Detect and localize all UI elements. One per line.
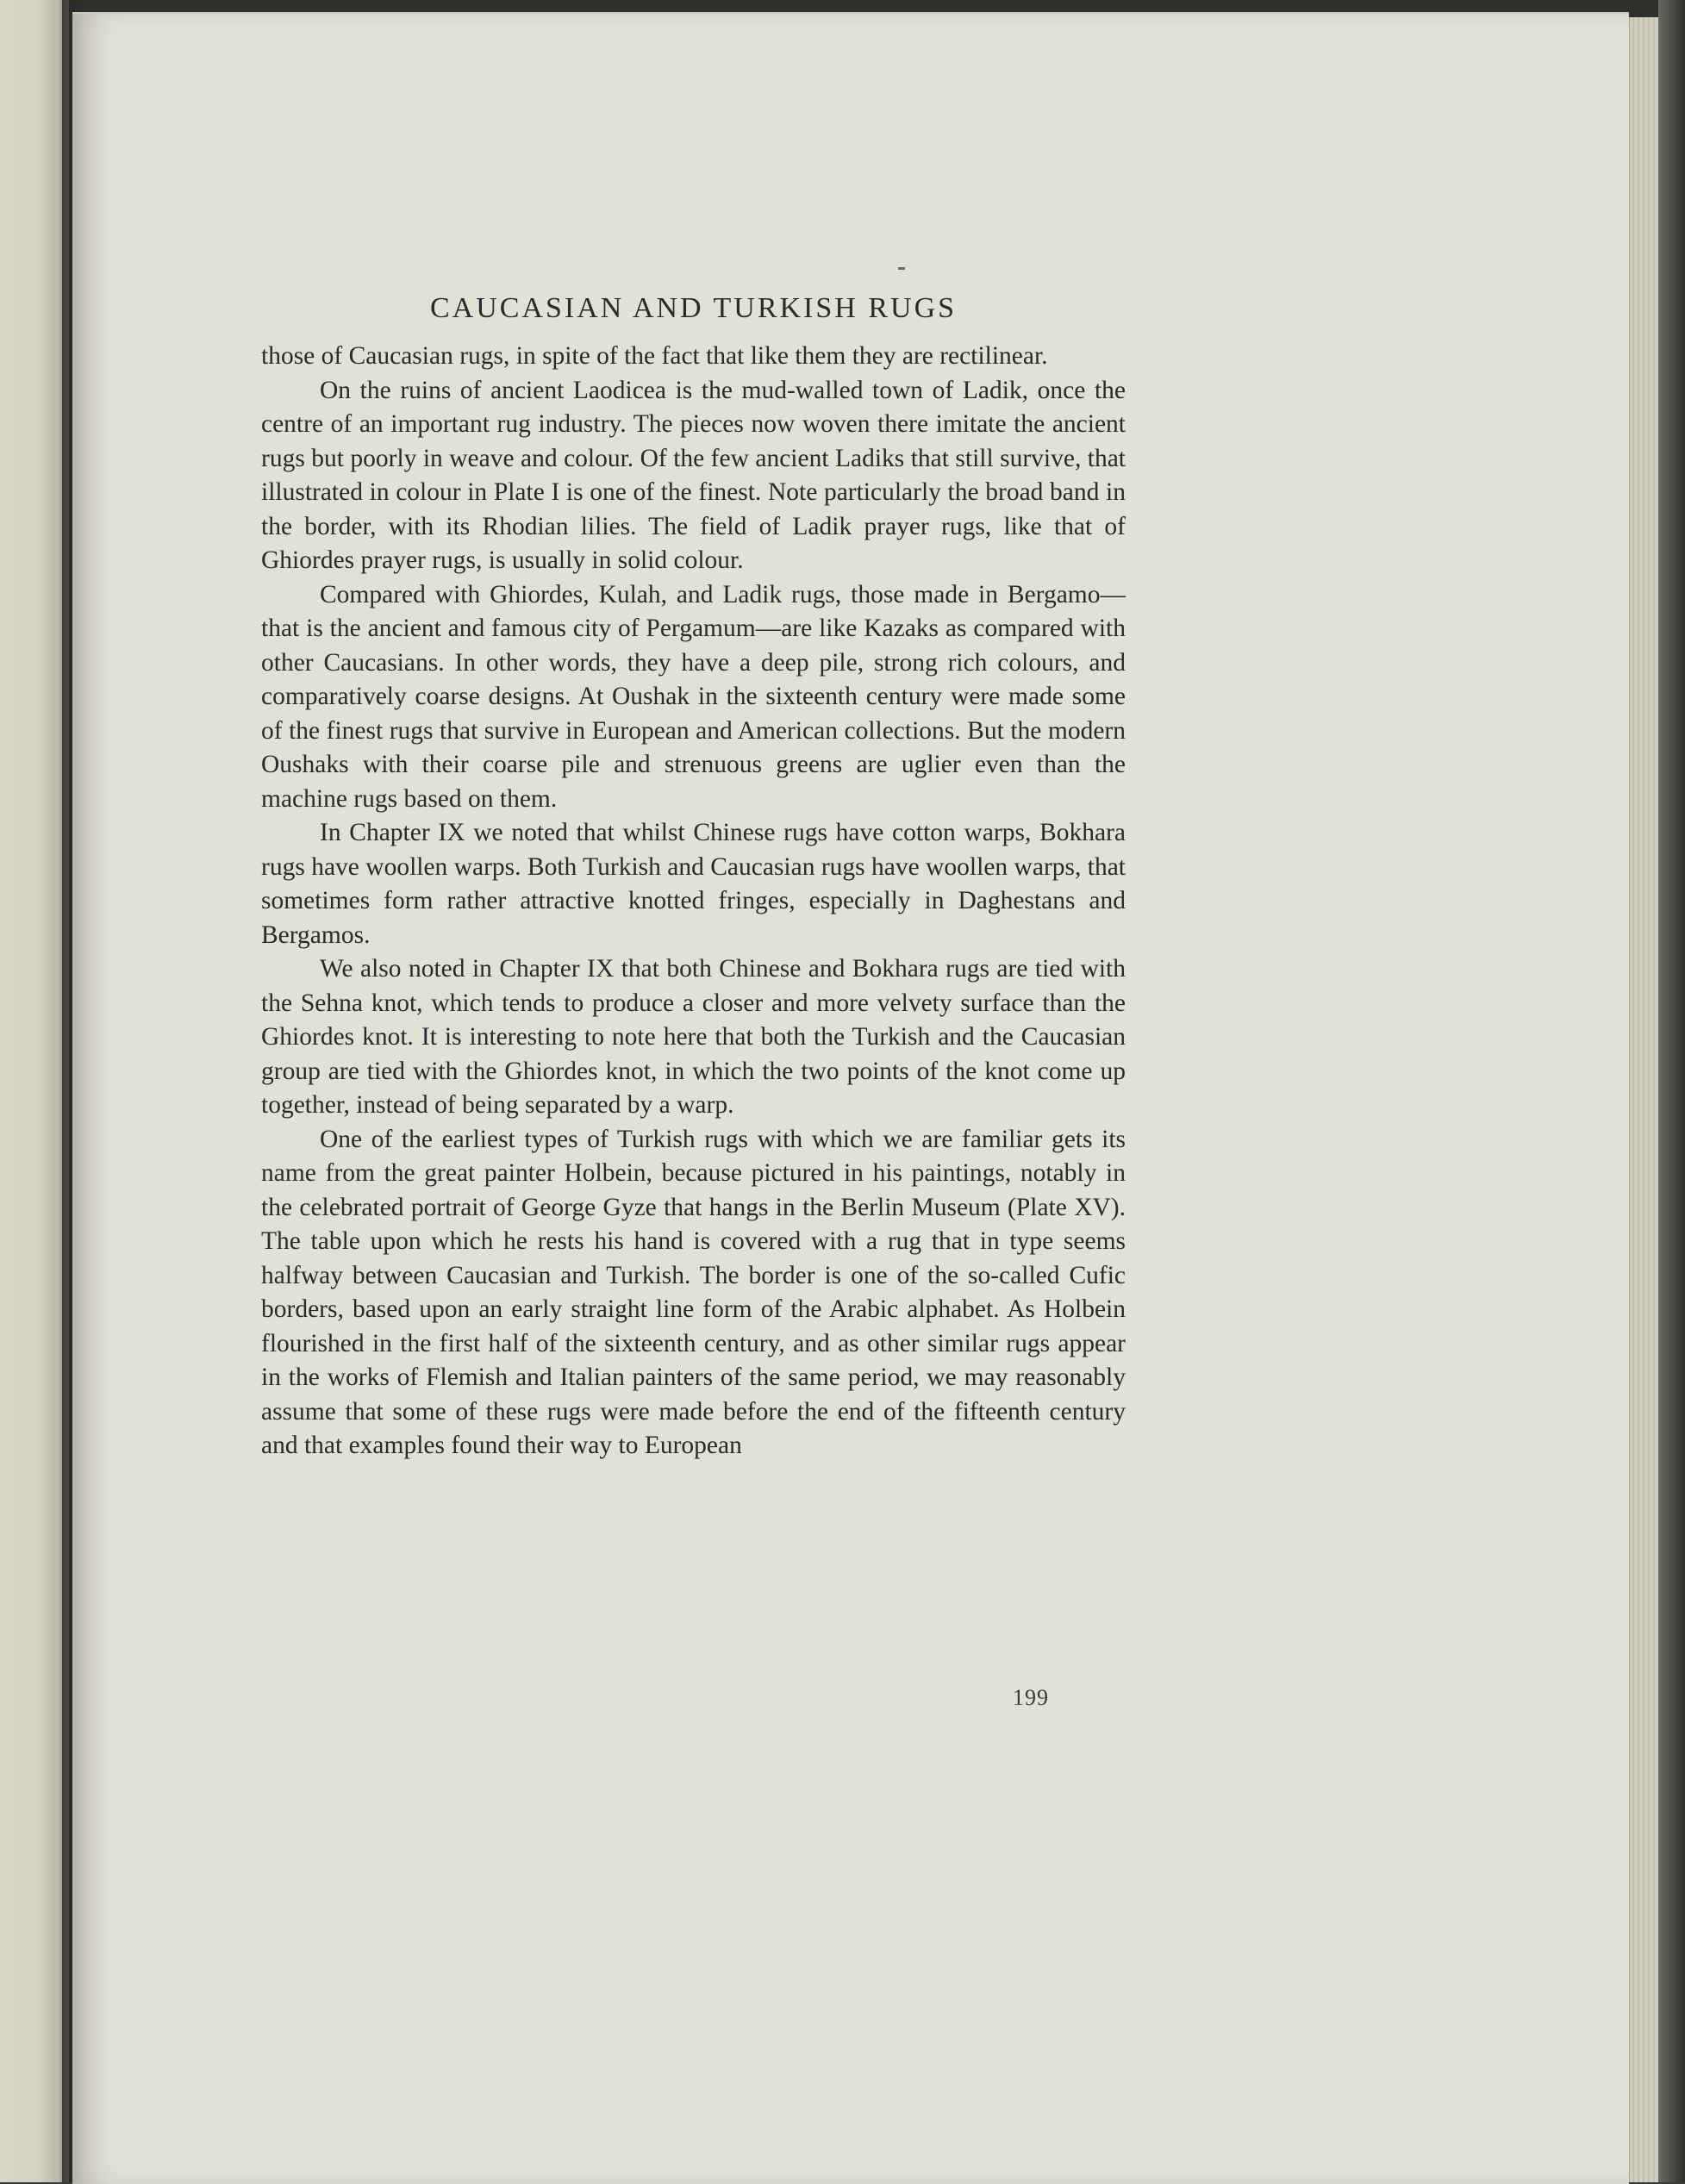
page-fore-edge <box>1629 17 1659 2182</box>
paragraph: In Chapter IX we noted that whilst Chinese rugs have cotton warps, Bokhara rugs have woollen warps. Both Turkish and Caucasian rugs have woollen warps, that sometimes form rather attractive knotted fringes, especially in Daghestans and Bergamos. <box>261 819 1126 949</box>
paragraph: One of the earliest types of Turkish rugs with which we are familiar gets its name from the great painter Holbein, because pictured in his paintings, notably in the celebrated portrait of George Gyze that hangs in the Berlin Museum (Plate XV). The table upon which he rests his hand is covered with a rug that in type seems halfway between Caucasian and Turkish. The border is one of the so-called Cufic borders, based upon an early straight line form of the Arabic alphabet. As Holbein flourished in the first half of the sixteenth century, and as other similar rugs appear in the works of Flemish and Italian painters of the same period, we may reasonably assume that some of these rugs were made before the end of the fifteenth century and that examples found their way to European <box>261 1125 1126 1459</box>
paragraph: those of Caucasian rugs, in spite of the fact that like them they are rectilinear. <box>261 342 1048 370</box>
printer-mark <box>898 267 905 270</box>
paragraph: We also noted in Chapter IX that both Chinese and Bokhara rugs are tied with the Sehna knot, which tends to produce a closer and more velvety surface than the Ghiordes knot. It is interesting to note here that both the Turkish and the Caucasian group are tied with the Ghiordes knot, in which the two points of the knot come up together, instead of being separated by a warp. <box>261 955 1126 1119</box>
paragraph: On the ruins of ancient Laodicea is the mud-walled town of Ladik, once the centre of an important rug industry. The pieces now woven there imitate the ancient rugs but poorly in weave and colour. Of the few ancient Ladiks that still survive, that illustrated in colour in Plate I is one of the finest. Note particularly the broad band in the border, with its Rhodian lilies. The field of Ladik prayer rugs, like that of Ghiordes prayer rugs, is usually in solid colour. <box>261 376 1126 574</box>
facing-page-edge <box>0 0 69 2182</box>
book-edge-shadow <box>1658 0 1685 2182</box>
text-block <box>261 284 1126 1463</box>
paragraph: Compared with Ghiordes, Kulah, and Ladik rugs, those made in Bergamo—that is the ancient and famous city of Pergamum—are like Kazaks as compared with other Caucasians. In other words, they have a deep pile, strong rich colours, and comparatively coarse designs. At Oushak in the sixteenth century were made some of the finest rugs that survive in European and American collections. But the modern Oushaks with their coarse pile and strenuous greens are uglier even than the machine rugs based on them. <box>261 580 1126 813</box>
page-number: 199 <box>1013 1685 1049 1710</box>
body-text <box>261 340 1126 1463</box>
running-head: CAUCASIAN AND TURKISH RUGS <box>429 292 958 324</box>
